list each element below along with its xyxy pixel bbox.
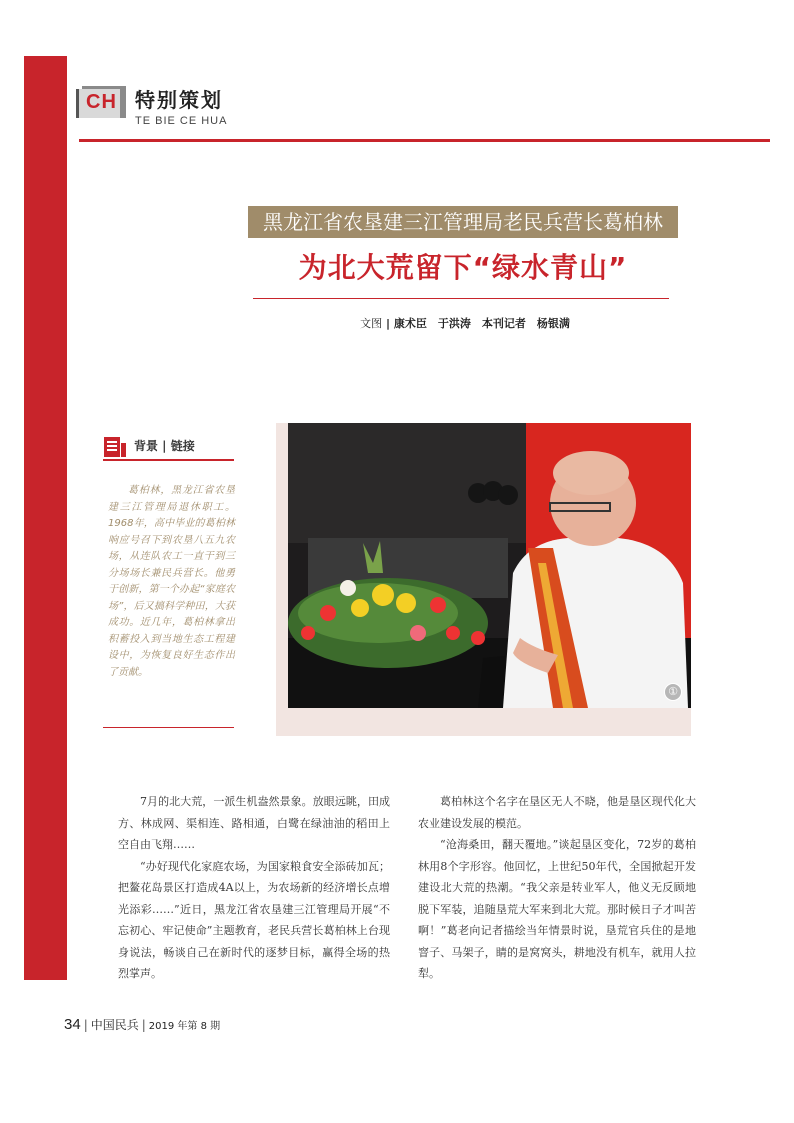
issue-info: 2019 年第 8 期 [148,1021,221,1032]
body-column-right [418,791,696,985]
sidebar-divider-top [103,459,234,461]
section-subtitle: TE BIE CE HUA [135,115,228,127]
section-divider [79,139,770,142]
sidebar-title: 背景 | 链接 [134,439,195,453]
body-paragraph: “沧海桑田，翻天覆地。”谈起垦区变化，72岁的葛柏林用8个字形容。他回忆，上世纪50年代，全国掀起开发建设北大荒的热潮。“我父亲是转业军人，他义无反顾地脱下军装，追随垦荒大军来到北大荒。那时候日子才叫苦啊！”葛老向记者描绘当年情景时说，垦荒官兵住的是地窨子、马架子，睛的是窝窝头，耕地没有机车，就用人拉犁。 [418,838,696,980]
document-pen-icon [104,437,126,457]
sidebar-text: 葛柏林，黑龙江省农垦建三江管理局退休职工。1968年，高中毕业的葛柏林响应号召下到农垦八五九农场，从连队农工一直干到三分场场长兼民兵营长。他勇于创新，第一个办起“家庭农场”，后又搞科学种田，大获成功。近几年，葛柏林拿出积蓄投入到当地生态工程建设中，为恢复良好生态作出了贡献。 [108,485,235,678]
byline [250,315,680,331]
section-logo-text: CH [86,91,117,113]
headline-divider [253,298,669,299]
byline-label: 文图 [360,317,383,330]
page-footer: 34 | 中国民兵 | 2019 年第 8 期 [64,1016,221,1033]
photo-number: ① [664,683,682,701]
magazine-name: 中国民兵 [90,1018,139,1032]
body-column-left [118,791,390,985]
body-paragraph: 葛柏林这个名字在垦区无人不晓，他是垦区现代化大农业建设发展的模范。 [418,795,696,830]
body-paragraph: 7月的北大荒，一派生机盎然景象。放眼远眺，田成方、林成网、渠相连、路相通，白鹭在绿油油的稻田上空自由飞翔…… [118,795,390,851]
byline-separator: | [385,317,391,330]
section-logo [76,86,126,118]
byline-names: 康术臣 于洪涛 本刊记者 杨银满 [393,317,570,330]
section-title: 特别策划 [135,88,223,112]
left-red-margin-bar [24,56,67,980]
article-headline: 为北大荒留下“绿水青山” [298,251,628,284]
article-kicker: 黑龙江省农垦建三江管理局老民兵营长葛柏林 [248,206,678,238]
speaker-photo [288,423,691,708]
page-number: 34 [64,1016,81,1033]
body-paragraph: “办好现代化家庭农场，为国家粮食安全添砖加瓦；把鳌花岛景区打造成4A以上，为农场新的经济增长点增光添彩……”近日，黑龙江省农垦建三江管理局开展“不忘初心、牢记使命”主题教育，老民兵营长葛柏林上台现身说法，畅谈自己在新时代的逐梦目标，赢得全场的热烈掌声。 [118,859,390,980]
sidebar-divider-bottom [103,727,234,728]
